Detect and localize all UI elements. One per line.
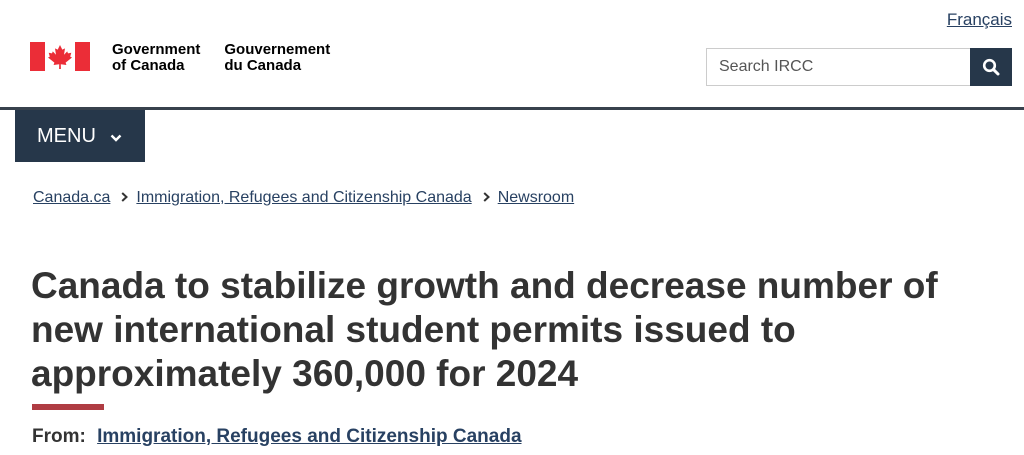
gov-name-english bbox=[112, 42, 200, 74]
canada-flag-icon bbox=[30, 42, 90, 71]
language-toggle-link[interactable]: Français bbox=[946, 10, 1012, 29]
breadcrumb-canada-ca[interactable]: Canada.ca bbox=[33, 189, 111, 206]
from-department-link[interactable]: Immigration, Refugees and Citizenship Canada bbox=[97, 426, 522, 447]
gov-name-en-line2: of Canada bbox=[112, 57, 185, 74]
from-label: From: bbox=[32, 426, 86, 447]
breadcrumb-newsroom[interactable]: Newsroom bbox=[497, 189, 575, 206]
menu-label: MENU bbox=[37, 124, 96, 147]
breadcrumb-ircc[interactable]: Immigration, Refugees and Citizenship Canada bbox=[136, 189, 472, 206]
chevron-right-icon bbox=[121, 189, 128, 207]
search-form bbox=[706, 48, 1012, 86]
gov-name-fr-line1: Gouvernement bbox=[224, 41, 331, 58]
gov-name-french bbox=[224, 42, 330, 74]
chevron-right-icon bbox=[483, 189, 490, 207]
search-icon bbox=[982, 58, 1000, 76]
government-of-canada-logo[interactable] bbox=[30, 42, 330, 74]
breadcrumb bbox=[33, 189, 574, 207]
menu-button[interactable] bbox=[15, 110, 145, 162]
page-title: Canada to stabilize growth and decrease number of new international student permits issued to approximately 360,000 for 2024 bbox=[31, 265, 938, 394]
header-divider bbox=[0, 107, 1024, 110]
chevron-down-icon bbox=[110, 125, 122, 148]
title-underline-accent bbox=[32, 404, 104, 410]
search-input[interactable] bbox=[706, 48, 970, 86]
from-line bbox=[32, 426, 522, 448]
search-button[interactable] bbox=[970, 48, 1012, 86]
gov-name-en-line1: Government bbox=[112, 41, 201, 58]
gov-name-fr-line2: du Canada bbox=[224, 57, 302, 74]
